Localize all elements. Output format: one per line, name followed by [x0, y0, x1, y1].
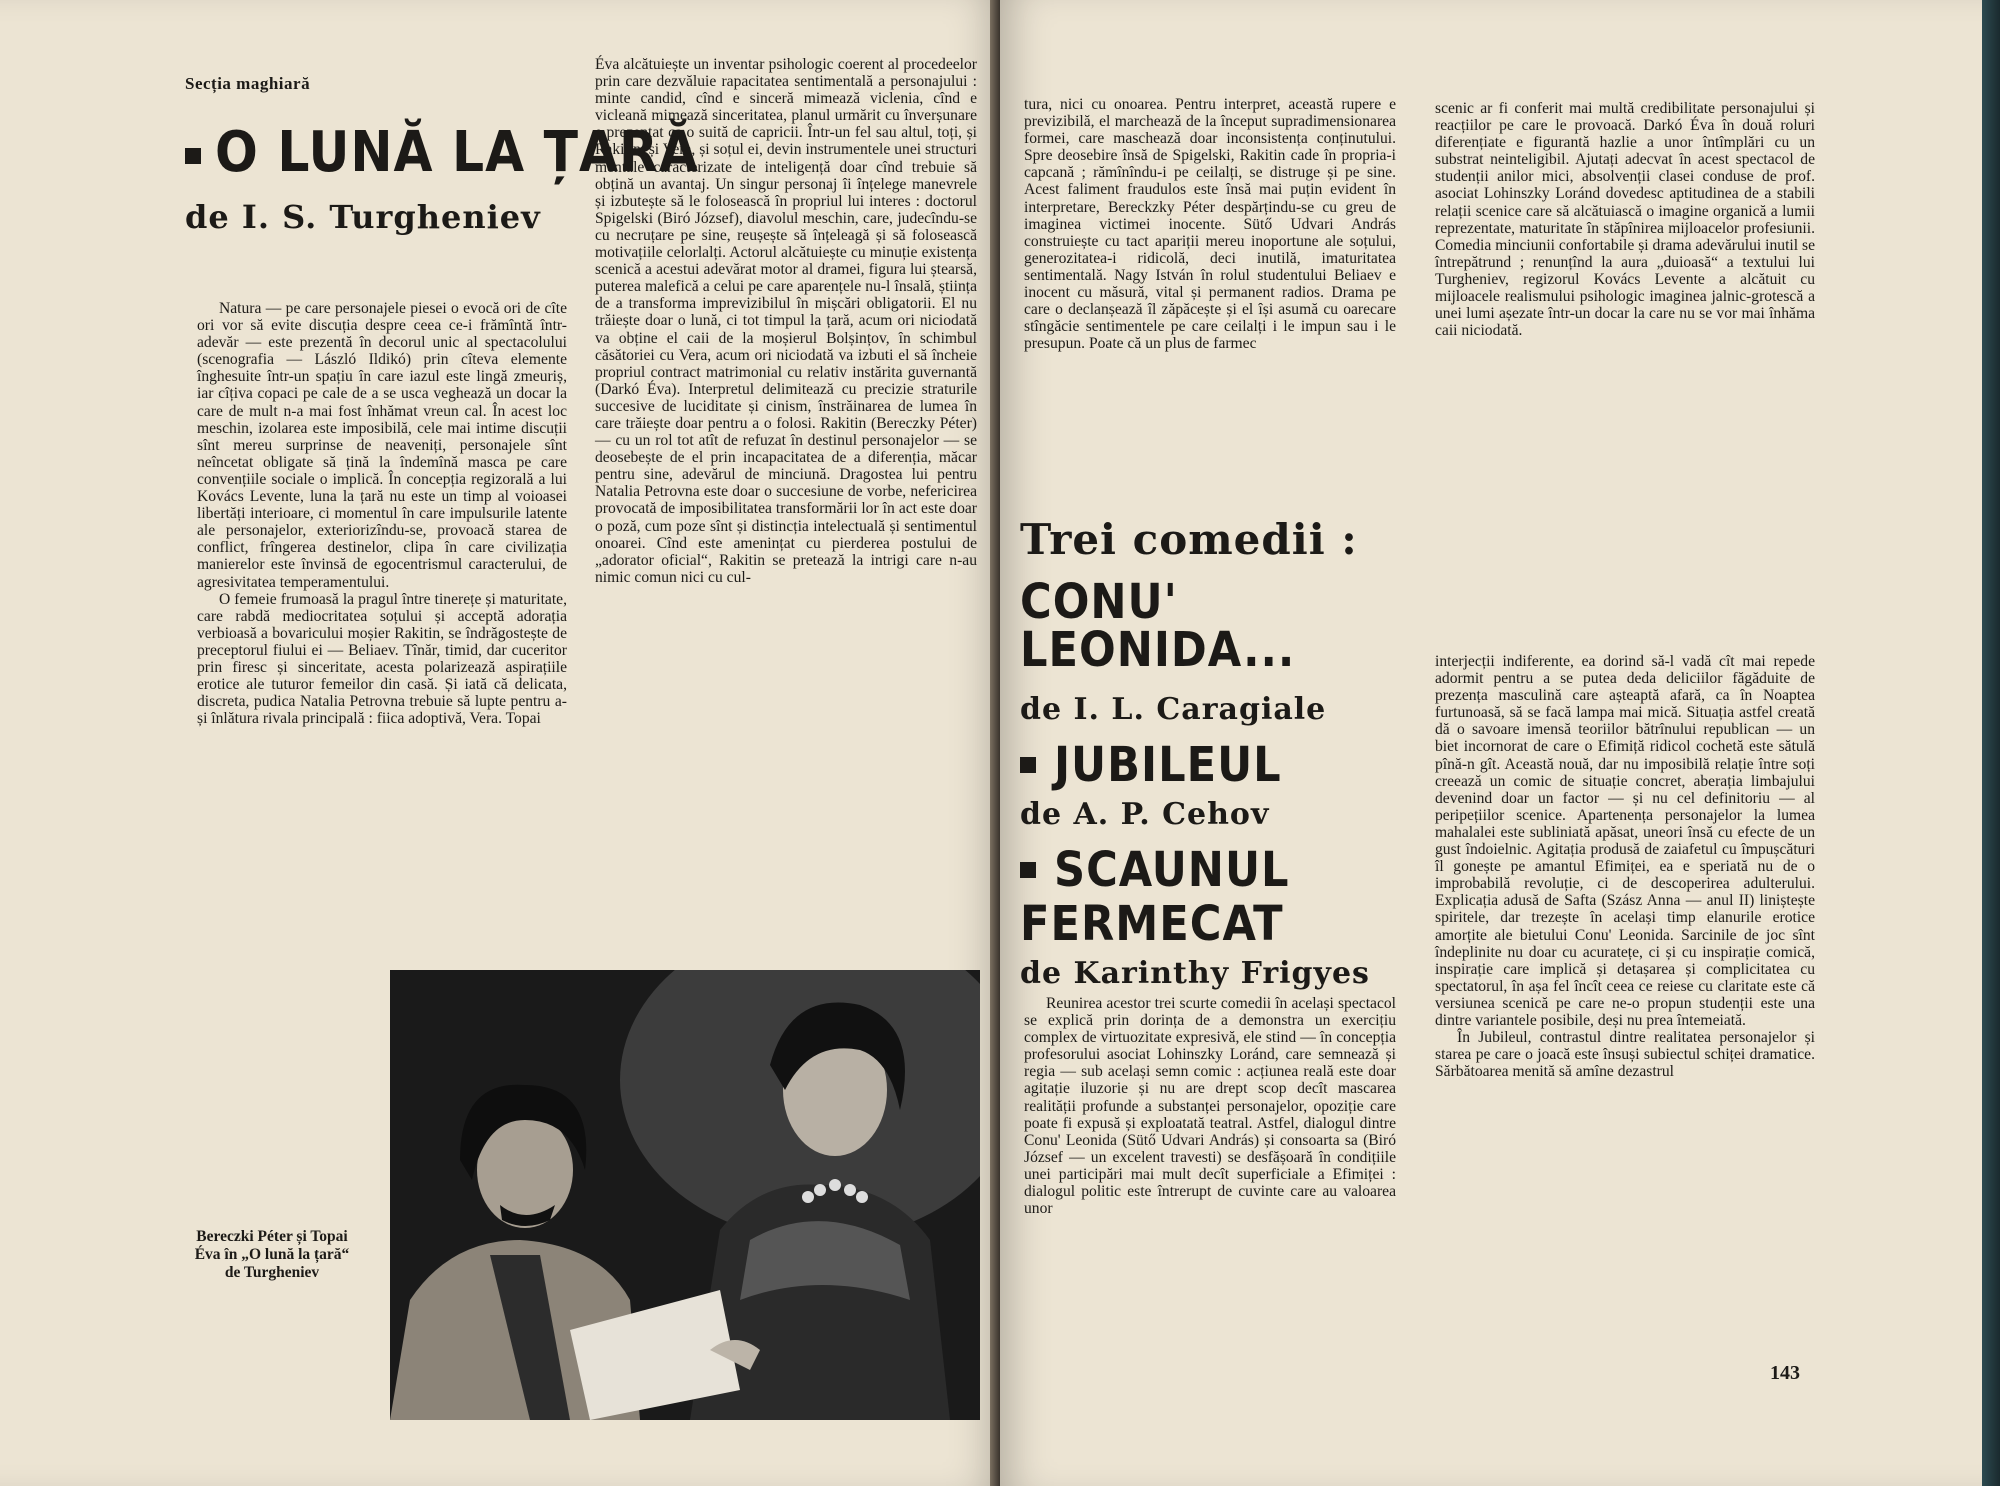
paragraph: Reunirea acestor trei scurte comedii în același spectacol se explică prin dorința de a demonstra un exercițiu complex de virtuozitate expresivă, ele stind — în concepția profesorului asociat Lohinszky Loránd, care semnează și regia — sub același semn comic : acțiunea reală este doar agitație iluzorie și nu are drept scop decît mascarea realității profunde a substanței personajelor, opoziție care poate fi expusă și exploatată teatral. Astfel, dialogul dintre Conu' Leonida (Sütő Udvari András) și consoarta sa (Biró József — un excelent travesti) se desfășoară în condițiile unei participări mai mult decît superficiale a Efimiței : dialogul politic este întrerupt de cuvinte care au valoarea unor [1024, 995, 1396, 1218]
article-column-5 [1024, 995, 1396, 1217]
paragraph: scenic ar fi conferit mai multă credibilitate personajului și reacțiilor pe care le provoacă. Darkó Éva în două roluri diferențiate e figurantă hazlie a unor întîmplări cu un substrat neinteligibil. Ajutați adecvat în acest spectacol de studenții anilor mici, absolvenții clasei conduse de prof. asociat Lohinszky Loránd dovedesc aptitudinea de a stabili relații scenice care să alcătuiască o imagine organică a lumii reprezentate, maturitate în stăpînirea mijloacelor profesiunii. Comedia minciunii confortabile și drama adevărului inutil se întrepătrund ; renunțînd la aura „duioasă“ a textului lui Turgheniev, regizorul Kovács Levente a alcătuit cu mijloacele realismului psihologic imaginea jalnic-grotescă a unei lumi așezate într-un docar la care nu se vor mai înhăma caii niciodată. [1435, 100, 1815, 340]
headline-jubileul [1020, 737, 1420, 793]
byline-caragiale: de I. L. Caragiale [1020, 692, 1327, 727]
paragraph: O femeie frumoasă la pragul între tinerețe și maturitate, care rabdă mediocritatea soțului și acceptă adorația verbioasă a bovaricului moșier Rakitin, se îndrăgostește de preceptorul fiului ei — Beliaev. Tînăr, timid, dar cuceritor prin firesc și sinceritate, acesta polarizează aspirațiile erotice ale tuturor femeilor din casă. Și iată că delicata, discreta, pudica Natalia Petrovna trebuie să lupte pentru a-și înlătura rivala principală : fiica adoptivă, Vera. Topai [197, 590, 567, 728]
article-column-2 [595, 56, 977, 586]
headline-jubileul-text: JUBILEUL [1054, 737, 1282, 793]
article-column-6 [1435, 653, 1815, 1080]
paragraph: În Jubileul, contrastul dintre realitatea personajelor și starea pe care o joacă este însuși subiectul schiței dramatice. Sărbătoarea menită să amîne dezastrul [1435, 1029, 1815, 1081]
stage-photo [390, 970, 980, 1420]
paragraph: interjecții indiferente, ea dorind să-l vadă cît mai repede adormit pentru a se putea deda deliciilor făgăduite de prezența masculină care așteaptă afară, ca în Noaptea furtunoasă, să se facă lampa mai mică. Situația astfel creată dă o savoare imensă teoriilor bătrînului republican — un biet incornorat de care o Efimiță ridicol cochetă este sătulă pînă-n gît. Această nouă, dar nu imposibilă relație între soți creează un comic de situație concret, aberația limbajului devenind doar un factor — și nu cel definitoriu — al peripețiilor scenice. Apartenența personajelor la lumea mahalalei este subliniată apăsat, uneori însă cu efecte de un gust îndoielnic. Agitația produsă de zaiafetul cu împușcături îl gonește pe amantul Efimiței, ea e speriată nu de o improbabilă revoluție, ci de descoperirea adulterului. Explicația adusă de Safta (Szász Anna — anul II) liniștește spiritele, dar trezește în același timp elanurile erotice amorțite ale bietului Conu' Leonida. Sarcinile de joc sînt îndeplinite nu doar cu acuratețe, ci și cu inspirație comică, inspirație care implică și detașarea și complicitatea cu spectatorul, în așa fel încît ceea ce reiese cu claritate este că versiunea scenică pe care ne-o propun studenții este una dintre variantele posibile, deși nu prea întemeiată. [1435, 653, 1815, 1029]
headline-scaunul [1020, 842, 1420, 898]
article-title-text: O LUNĂ LA ȚARĂ [215, 120, 699, 185]
paragraph: tura, nici cu onoarea. Pentru interpret, această rupere e previzibilă, el marchează de la început supradimensionarea formei, care maschează doar inconsistența conținutului. Spre deosebire însă de Spigelski, Rakitin cade în propria-i capcană ; rămînîndu-i pe ceilalți, se distruge și pe sine. Acest faliment fraudulos este însă mai puțin evident în interpretare, Bereckzky Péter despărțindu-se cu greu de imaginea victimei inocente. Sütő Udvari András construiește cu tact apariții mereu inoportune ale soțului, generozitatea-i ridicolă, deci inutilă, imaturitatea sentimentală. Nagy István în rolul studentului Beliaev e inocent cu măsură, vital și permanent radios. Drama pe care o declanșează îl zăpăcește și el își asumă cu oarecare stîngăcie sentimentele pe care ceilalți i le impun sau i le presupun. Poate că un plus de farmec [1024, 96, 1396, 353]
paragraph: Éva alcătuiește un inventar psihologic coerent al procedeelor prin care dezvăluie rapacitatea sentimentală a personajului : minte candid, cînd e sinceră mimează viclenia, cînd e vicleană mimează sinceritatea, planul urmărit cu înverșunare e prezentat ca o suită de capricii. Într-un fel sau altul, toți, și Rakitin, și Vera, și soțul ei, devin instrumentele unei structuri mentale caracterizate de inteligență doar cînd trebuie să obțină un avantaj. Un singur personaj îi înțelege manevrele și izbutește să le folosească în propriul lui interes : doctorul Spigelski (Biró József), diavolul meschin, care, judecîndu-se cu necruțare pe sine, reușește să înțeleagă și să folosească motivațiile celorlalți. Actorul alcătuiește cu minuție existența scenică a acestui adevărat motor al dramei, figura lui ștearsă, puterea malefică a celui pe care aparențele nu-l însală, știința de a transforma imprevizibilul în mișcări obligatorii. El nu trăiește doar o lună, ci tot timpul la țară, acum ori niciodată va obține el caii de la moșierul Bolșințov, în schimbul căsătoriei cu Vera, acum ori niciodată va izbuti el să încheie propriul contract matrimonial cu relativ instărita guvernantă (Darkó Éva). Interpretul delimitează cu precizie straturile succesive de luciditate și cinism, înstrăinarea de lumea în care trăiește doar pentru a o folosi. Rakitin (Bereczky Péter) — cu un rol tot atît de refuzat în destinul personajelor — se deosebește de el prin incapacitatea de a diferenția, măcar pentru sine, adevărul de minciună. Dragostea lui pentru Natalia Petrovna este doar o succesiune de vorbe, nefericirea provocată de imposibilitatea transformării lor în act este doar o poză, cum poze sînt și distincția intelectuală și sentimentul onoarei. Cînd este amenințat cu pierderea postului de „adorator oficial“, Rakitin se pretează la intrigi care n-au nimic comun nici cu cul- [595, 56, 977, 586]
right-page [1000, 0, 1982, 1486]
review-headline-block [1020, 515, 1420, 991]
title-bullet-icon [1020, 757, 1036, 773]
article-column-4 [1435, 100, 1815, 339]
headline-fermecat: FERMECAT [1020, 896, 1284, 952]
article-column-3 [1024, 96, 1396, 352]
title-bullet-icon [185, 148, 201, 164]
photo-caption: Bereczki Péter și Topai Éva în „O lună la țară“ de Turgheniev [194, 1228, 350, 1281]
title-bullet-icon [1020, 862, 1036, 878]
headline-scaunul-text: SCAUNUL [1054, 842, 1290, 898]
page-number: 143 [1770, 1362, 1800, 1384]
headline-trei-comedii: Trei comedii : [1020, 515, 1358, 564]
byline-karinthy: de Karinthy Frigyes [1020, 956, 1370, 991]
byline-cehov: de A. P. Cehov [1020, 797, 1270, 832]
paragraph: Natura — pe care personajele piesei o evocă ori de cîte ori vor să evite discuția despre ceea ce-i frămîntă într-adevăr — este prezentă în decorul unic al spectacolului (scenografia — László Ildikó) prin cîteva elemente înghesuite într-un spațiu în care iazul este lingă zmeuriș, iar cîțiva copaci pe cale de a se usca veghează un docar la care de mult n-a mai fost înhămat vreun cal. În acest loc meschin, izolarea este imposibilă, cele mai intime discuții sînt mereu surprinse de neaveniți, personajele sînt neîncetat obligate să țină la îndemînă masca pe care convențiile sociale o implică. În concepția regizorală a lui Kovács Levente, luna la țară nu este un timp al voioasei libertăți interioare, ci momentul în care impulsurile latente ale personajelor, exteriorizîndu-se, provoacă starea de conflict, frîngerea destinelor, clipa în care civilizația manierelor este învinsă de egocentrismul caracterului, de agresivitatea temperamentului. [197, 300, 567, 591]
section-label: Secția maghiară [185, 74, 311, 93]
article-byline: de I. S. Turgheniev [185, 198, 541, 236]
headline-conu-leonida: CONU' LEONIDA... [1020, 574, 1296, 678]
book-cover-edge [1982, 0, 2000, 1486]
article-column-1 [197, 300, 567, 727]
